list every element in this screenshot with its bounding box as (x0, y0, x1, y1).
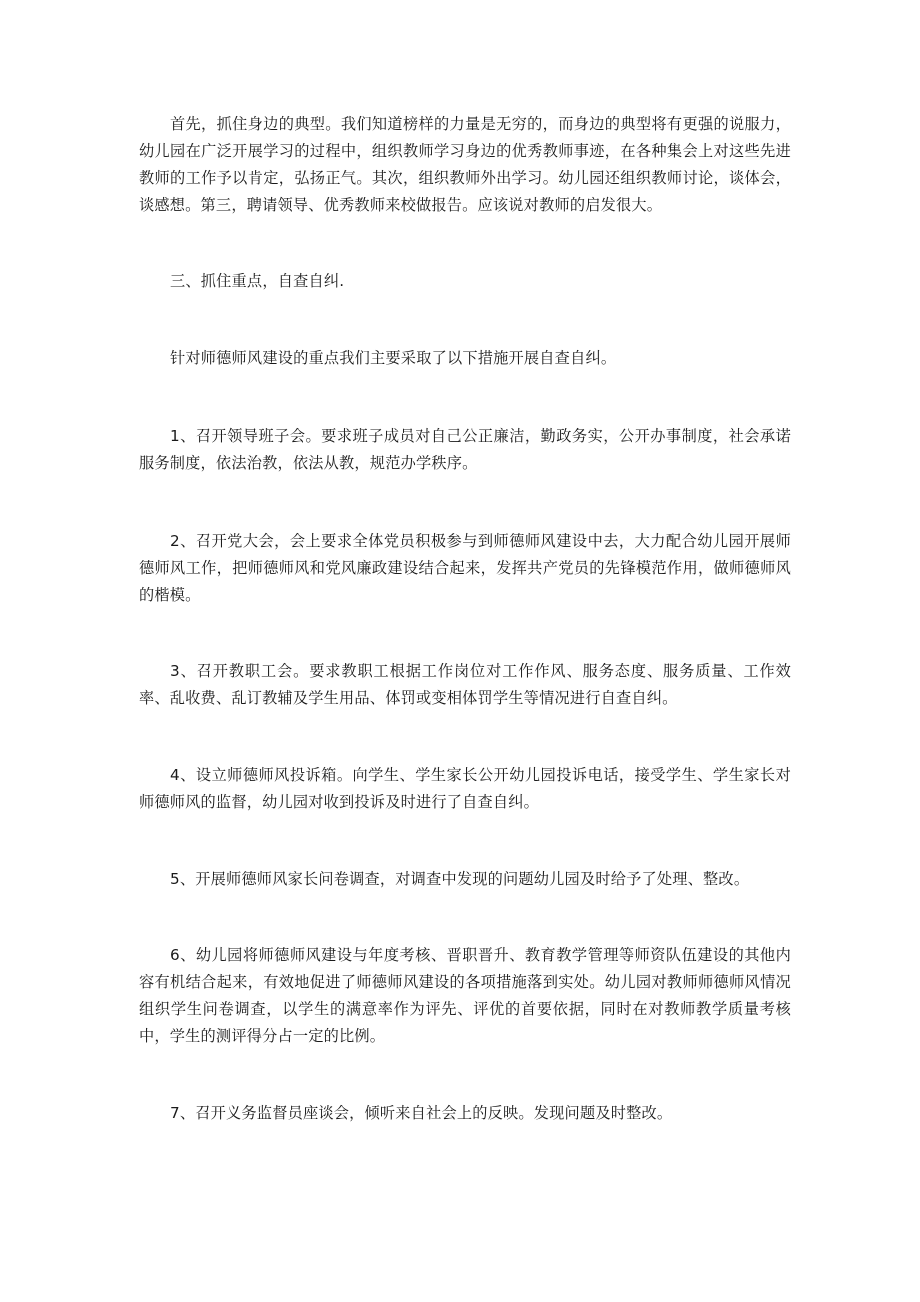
list-item-7: 7、召开义务监督员座谈会，倾听来自社会上的反映。发现问题及时整改。 (170, 1104, 673, 1122)
list-item-5: 5、开展师德师风家长问卷调查，对调查中发现的问题幼儿园及时给予了处理、整改。 (170, 870, 750, 888)
list-item-4: 4、设立师德师风投诉箱。向学生、学生家长公开幼儿园投诉电话，接受学生、学生家长对师德师风的监督，幼儿园对收到投诉及时进行了自查自纠。 (139, 766, 791, 811)
section-heading-3: 三、抓住重点，自查自纠. (170, 272, 345, 290)
list-item-3: 3、召开教职工会。要求教职工根据工作岗位对工作作风、服务态度、服务质量、工作效率、乱收费、乱订教辅及学生用品、体罚或变相体罚学生等情况进行自查自纠。 (139, 662, 791, 707)
paragraph-measures-intro: 针对师德师风建设的重点我们主要采取了以下措施开展自查自纠。 (170, 349, 617, 367)
paragraph-intro-models: 首先，抓住身边的典型。我们知道榜样的力量是无穷的，而身边的典型将有更强的说服力，幼儿园在广泛开展学习的过程中，组织教师学习身边的优秀教师事迹，在各种集会上对这些先进教师的工作予以肯定，弘扬正气。其次，组织教师外出学习。幼儿园还组织教师讨论，谈体会，谈感想。第三，聘请领导、优秀教师来校做报告。应该说对教师的启发很大。 (139, 115, 791, 214)
list-item-6: 6、幼儿园将师德师风建设与年度考核、晋职晋升、教育教学管理等师资队伍建设的其他内容有机结合起来，有效地促进了师德师风建设的各项措施落到实处。幼儿园对教师师德师风情况组织学生问卷调查，以学生的满意率作为评先、评优的首要依据，同时在对教师教学质量考核中，学生的测评得分占一定的比例。 (139, 946, 791, 1045)
list-item-2: 2、召开党大会，会上要求全体党员积极参与到师德师风建设中去，大力配合幼儿园开展师德师风工作，把师德师风和党风廉政建设结合起来，发挥共产党员的先锋模范作用，做师德师风的楷模。 (139, 532, 791, 604)
list-item-1: 1、召开领导班子会。要求班子成员对自己公正廉洁，勤政务实，公开办事制度，社会承诺服务制度，依法治教，依法从教，规范办学秩序。 (139, 427, 791, 472)
